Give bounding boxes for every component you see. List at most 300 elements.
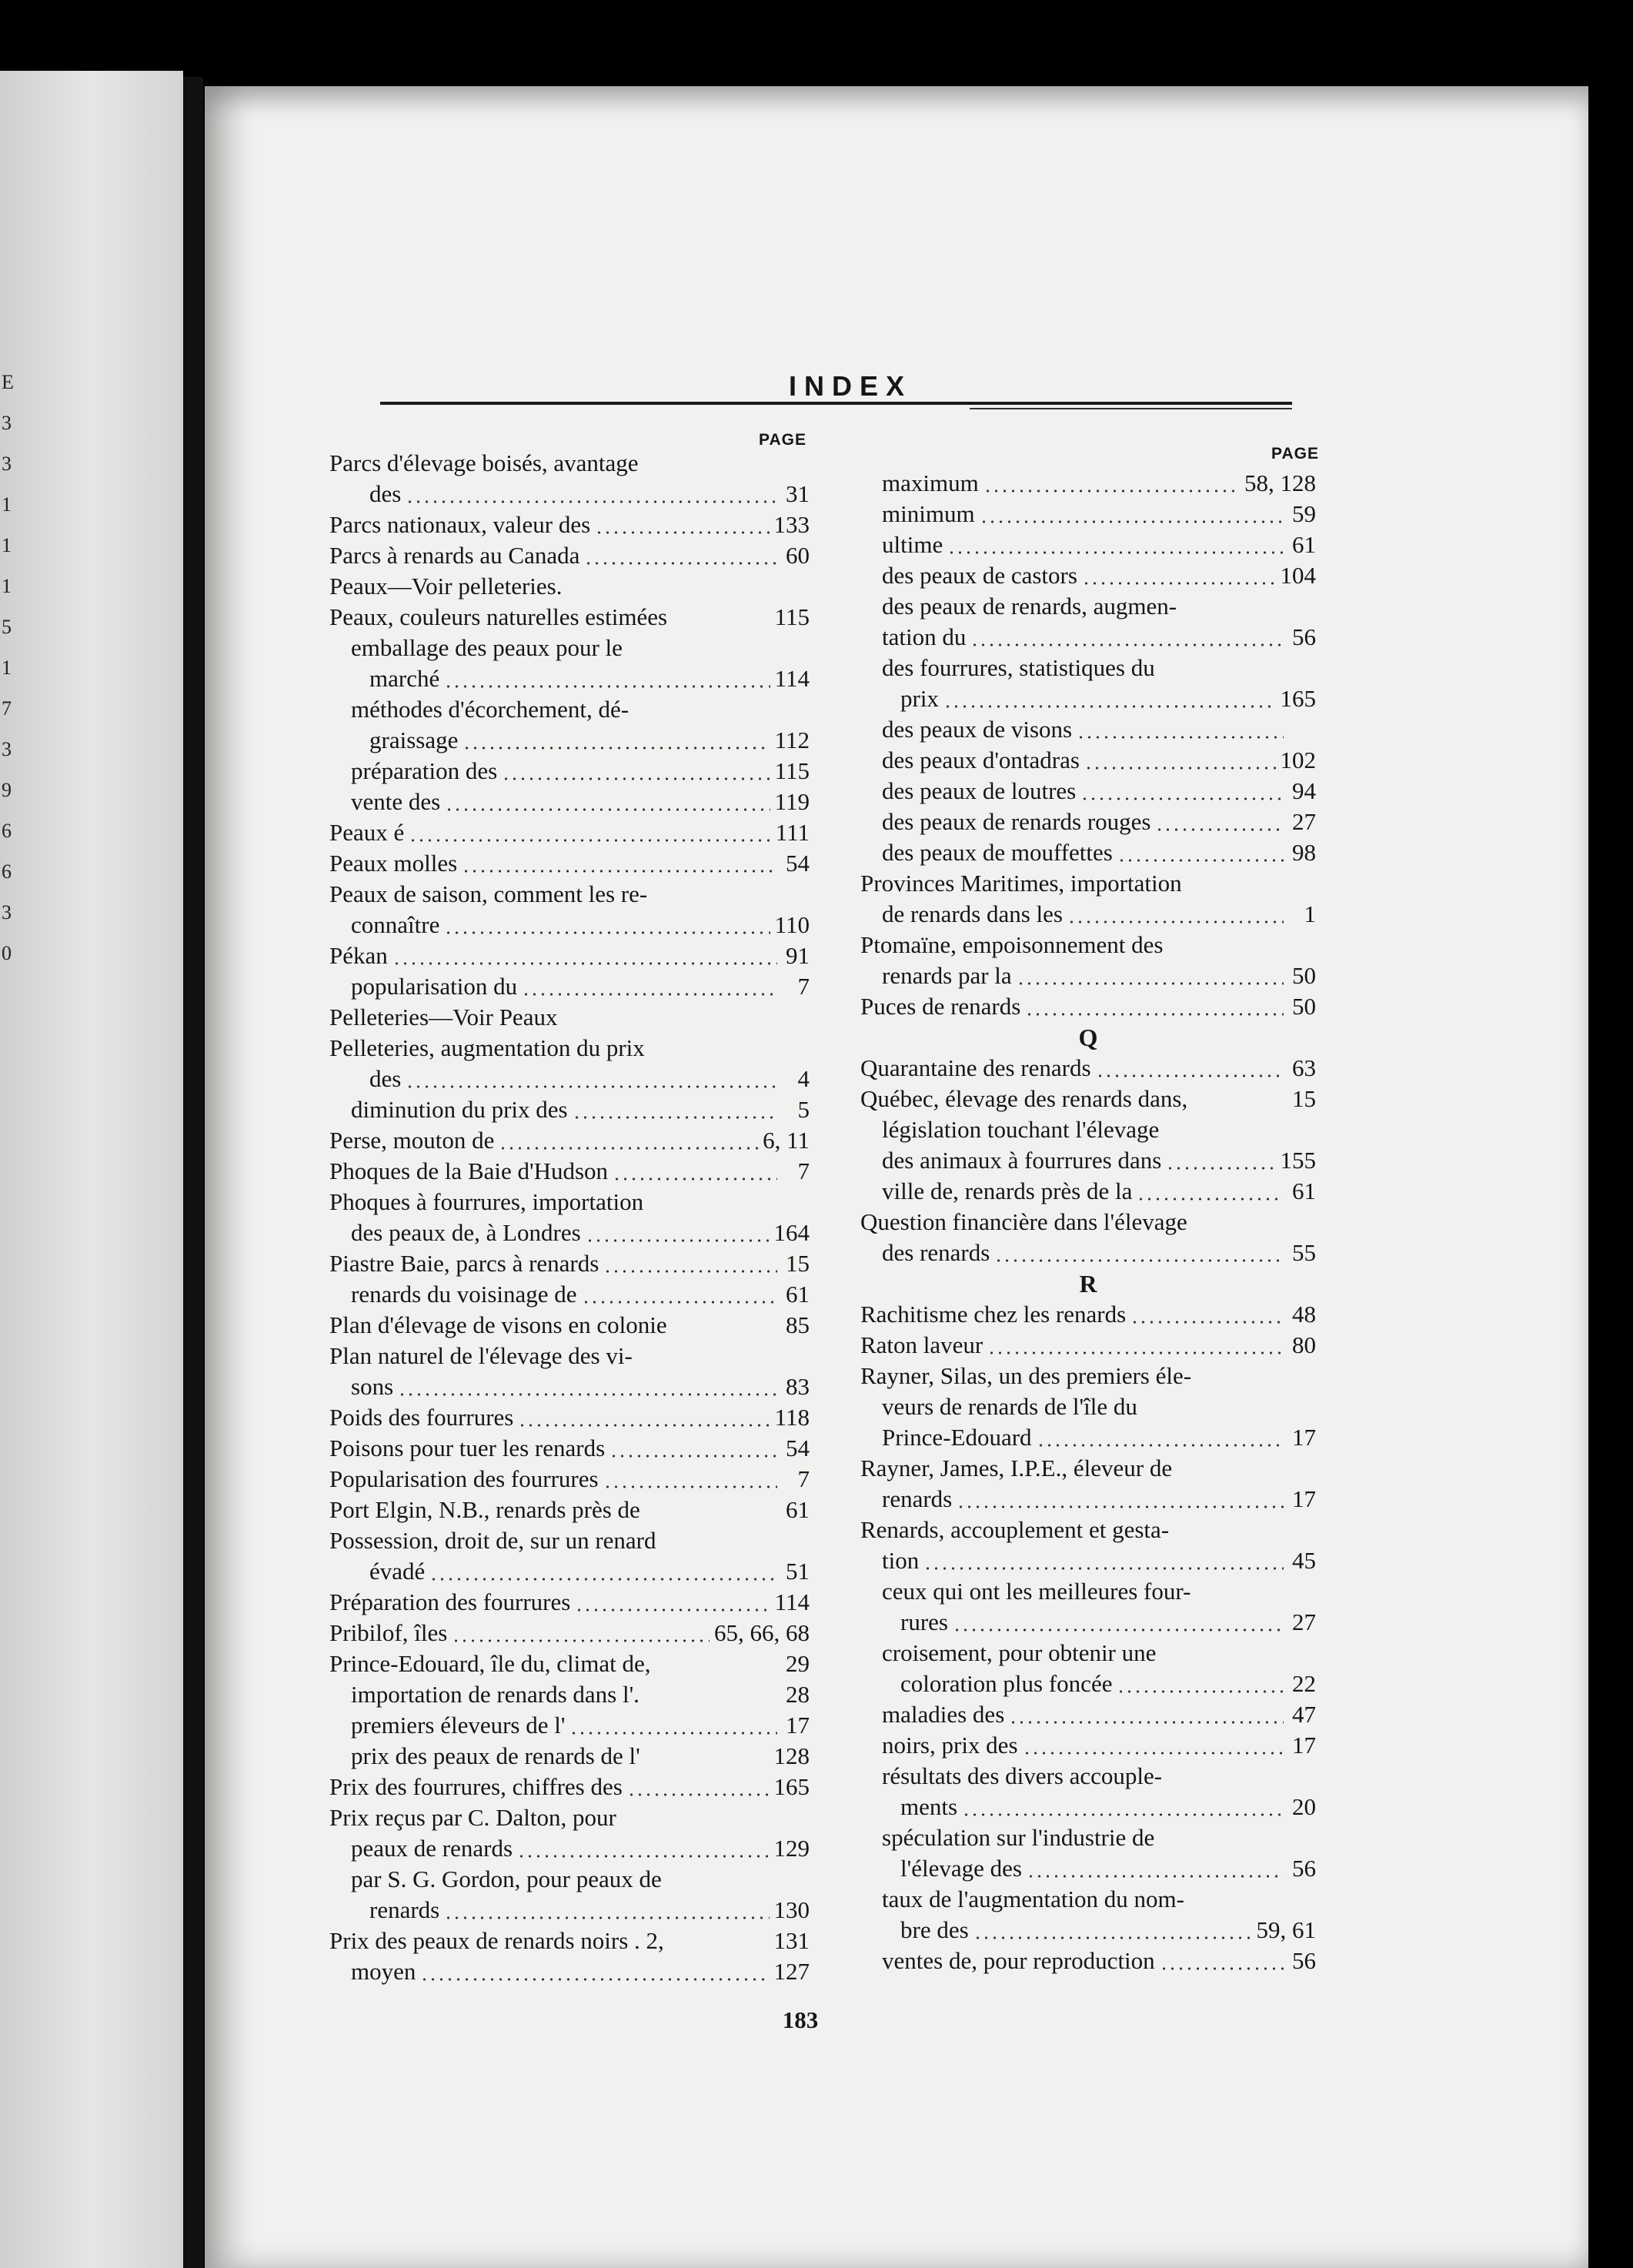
index-entry-text: emballage des peaux pour le [351, 634, 623, 661]
title-rule [380, 402, 1292, 405]
index-page-number: 55 [1292, 1239, 1316, 1266]
index-page-number: 164 [773, 1219, 810, 1246]
index-page-number: 127 [773, 1958, 810, 1985]
index-entry-text: Parcs d'élevage boisés, avantage [329, 449, 639, 476]
index-entry [329, 1525, 810, 1556]
dot-leader [957, 1505, 1284, 1509]
index-entry-text: importation de renards dans l'. [351, 1681, 640, 1708]
index-entry [860, 1761, 1316, 1792]
left-page-margin-mark: 6 [2, 860, 12, 883]
dot-leader [1155, 827, 1284, 832]
dot-leader [1037, 1443, 1284, 1448]
dot-leader [1017, 981, 1284, 986]
index-entry-text: noirs, prix des [882, 1732, 1018, 1759]
index-entry [860, 1853, 1316, 1884]
dot-leader [1117, 858, 1284, 863]
index-page-number: 61 [786, 1281, 810, 1308]
index-entry-text: ments [900, 1793, 958, 1820]
index-entry [329, 633, 810, 663]
index-entry [860, 1607, 1316, 1638]
dot-leader [1187, 889, 1284, 894]
index-entry [329, 1279, 810, 1310]
index-entry-text: Ptomaïne, empoisonnement des [860, 931, 1164, 958]
index-entry-text: graissage [369, 726, 459, 753]
dot-leader [923, 1566, 1284, 1571]
index-entry [329, 756, 810, 787]
dot-leader [1166, 1166, 1275, 1171]
index-entry [860, 1453, 1316, 1484]
left-index-column [329, 448, 810, 1987]
index-entry [860, 837, 1316, 868]
index-page-number: 114 [774, 1588, 810, 1615]
index-page-number: 61 [1292, 531, 1316, 558]
index-entry-text: Perse, mouton de [329, 1127, 495, 1154]
left-page-margin-mark: E [2, 371, 14, 393]
index-entry-text: Provinces Maritimes, importation [860, 870, 1182, 897]
index-entry-text: Plan naturel de l'élevage des vi- [329, 1342, 633, 1369]
index-entry [329, 1402, 810, 1433]
index-entry [860, 1299, 1316, 1330]
dot-leader [643, 469, 777, 473]
right-index-column [860, 468, 1316, 1976]
dot-leader [980, 519, 1284, 524]
index-entry-text: Québec, élevage des renards dans, [860, 1085, 1188, 1112]
index-entry [329, 448, 810, 479]
left-page-margin-mark: 6 [2, 820, 12, 842]
index-entry-text: Rachitisme chez les renards [860, 1301, 1127, 1328]
index-entry-text: Prix reçus par C. Dalton, pour [329, 1804, 616, 1831]
left-page-margin-mark: 1 [2, 575, 12, 597]
index-entry [329, 1341, 810, 1371]
dot-leader [637, 1361, 777, 1366]
dot-leader [1189, 1905, 1284, 1909]
index-entry [329, 940, 810, 971]
dot-leader [463, 746, 770, 750]
index-page-number: 17 [1292, 1485, 1316, 1512]
dot-leader [584, 561, 777, 566]
index-entry-text: minimum [882, 500, 975, 527]
index-page-number: 133 [773, 511, 810, 538]
index-entry [860, 776, 1316, 807]
dot-leader [962, 1812, 1284, 1817]
index-page-number: 155 [1280, 1147, 1316, 1174]
index-entry-text: des peaux de castors [882, 562, 1077, 589]
index-entry-text: vente des [351, 788, 441, 815]
dot-leader [582, 1300, 777, 1304]
dot-leader [398, 1392, 777, 1397]
index-entry-text: Prix des fourrures, chiffres des [329, 1773, 623, 1800]
index-entry [329, 910, 810, 940]
index-entry [860, 930, 1316, 960]
index-entry [860, 745, 1316, 776]
index-entry [860, 807, 1316, 837]
index-entry [329, 1094, 810, 1125]
dot-leader [1084, 766, 1276, 770]
index-entry-text: Quarantaine des renards [860, 1054, 1091, 1081]
index-page-number: 54 [786, 1435, 810, 1461]
index-entry-text: spéculation sur l'industrie de [882, 1824, 1155, 1851]
dot-leader [621, 1823, 777, 1828]
dot-leader [562, 1023, 777, 1027]
index-entry-text: renards par la [882, 962, 1012, 989]
dot-leader [1195, 1597, 1284, 1602]
index-entry [860, 1330, 1316, 1361]
index-entry [329, 540, 810, 571]
dot-leader [1025, 1012, 1284, 1017]
index-entry-text: des peaux de mouffettes [882, 839, 1113, 866]
index-page-number: 28 [786, 1681, 810, 1708]
dot-leader [1009, 1720, 1284, 1725]
dot-leader [1160, 1658, 1284, 1663]
index-page-number: 31 [786, 480, 810, 507]
dot-leader [518, 1423, 770, 1428]
index-page-number: 51 [786, 1558, 810, 1585]
dot-leader [420, 1977, 769, 1982]
dot-leader [1067, 920, 1284, 924]
index-page-number: 129 [773, 1835, 810, 1862]
dot-leader [1181, 612, 1284, 616]
dot-leader [1160, 1966, 1284, 1971]
index-entry [329, 1033, 810, 1064]
index-entry-text: connaître [351, 911, 440, 938]
index-entry-text: des [369, 1065, 402, 1092]
index-entry-text: moyen [351, 1958, 416, 1985]
left-page-margin-mark: 0 [2, 942, 12, 964]
dot-leader [445, 807, 770, 812]
index-entry [860, 560, 1316, 591]
index-entry [860, 1730, 1316, 1761]
index-entry-text: premiers éleveurs de l' [351, 1712, 566, 1739]
index-entry-text: popularisation du [351, 973, 518, 1000]
index-page-number: 115 [774, 757, 810, 784]
index-entry [329, 1310, 810, 1341]
index-entry [329, 1495, 810, 1525]
index-entry [860, 991, 1316, 1022]
index-entry-text: maladies des [882, 1701, 1005, 1728]
index-entry [329, 1772, 810, 1802]
index-entry-text: Peaux de saison, comment les re- [329, 880, 648, 907]
index-entry [860, 1576, 1316, 1607]
index-entry-text: sons [351, 1373, 394, 1400]
index-entry [860, 899, 1316, 930]
dot-leader [1192, 1104, 1284, 1109]
index-page-number: 15 [1292, 1085, 1316, 1112]
index-entry [329, 694, 810, 725]
index-page-number: 61 [1292, 1177, 1316, 1204]
index-entry-text: diminution du prix des [351, 1096, 568, 1123]
index-entry [329, 787, 810, 817]
index-entry-text: taux de l'augmentation du nom- [882, 1886, 1184, 1912]
right-column-page-label: PAGE [1271, 445, 1319, 463]
index-page-number: 131 [773, 1927, 810, 1954]
dot-leader [1096, 1074, 1284, 1078]
dot-leader [444, 930, 770, 935]
index-page-number: 17 [1292, 1424, 1316, 1451]
dot-leader [970, 643, 1284, 647]
left-page-margin-mark: 7 [2, 697, 12, 720]
index-entry [329, 725, 810, 756]
index-entry [860, 714, 1316, 745]
index-entry-text: des peaux de renards, augmen- [882, 593, 1177, 620]
dot-leader [656, 1669, 777, 1674]
dot-leader [1142, 1412, 1284, 1417]
index-page-number: 50 [1292, 962, 1316, 989]
index-entry-text: préparation des [351, 757, 498, 784]
dot-leader [1080, 797, 1284, 801]
index-entry-text: des fourrures, statistiques du [882, 654, 1155, 681]
index-entry-text: croisement, pour obtenir une [882, 1639, 1157, 1666]
index-page-number: 5 [797, 1096, 810, 1123]
index-page-number: 27 [1292, 1608, 1316, 1635]
dot-leader [644, 1700, 777, 1705]
index-page-number: 98 [1292, 839, 1316, 866]
index-entry-text: des peaux de, à Londres [351, 1219, 581, 1246]
index-page-number: 115 [774, 603, 810, 630]
left-page-margin-mark: 1 [2, 656, 12, 679]
index-entry [860, 1638, 1316, 1668]
index-entry-text: prix [900, 685, 939, 712]
index-entry-text: rures [900, 1608, 948, 1635]
index-entry [329, 1218, 810, 1248]
index-page-number: 110 [774, 911, 810, 938]
index-entry-text: Port Elgin, N.B., renards près de [329, 1496, 640, 1523]
dot-leader [648, 1207, 777, 1212]
index-entry [860, 591, 1316, 622]
index-entry [329, 571, 810, 602]
dot-leader [586, 1238, 770, 1243]
index-entry [329, 509, 810, 540]
dot-leader [947, 550, 1284, 555]
index-page-number: 102 [1280, 747, 1316, 773]
dot-leader [1130, 1320, 1284, 1324]
dot-leader [406, 499, 777, 504]
index-entry-text: Phoques de la Baie d'Hudson [329, 1157, 609, 1184]
index-page-number: 94 [1292, 777, 1316, 804]
index-page-number: 15 [786, 1250, 810, 1277]
index-entry-text: renards du voisinage de [351, 1281, 577, 1308]
dot-leader [627, 653, 777, 658]
dot-leader [652, 900, 777, 904]
index-entry [329, 1802, 810, 1833]
index-entry [329, 1618, 810, 1648]
index-entry [329, 1248, 810, 1279]
index-entry [329, 1741, 810, 1772]
index-page-number: 56 [1292, 1855, 1316, 1882]
title-rule-thin [970, 408, 1292, 409]
index-page-number: 58, 128 [1244, 469, 1316, 496]
index-entry-text: peaux de renards [351, 1835, 513, 1862]
index-entry [329, 663, 810, 694]
index-page-number: 119 [774, 788, 810, 815]
index-entry [860, 1699, 1316, 1730]
dot-leader [595, 530, 769, 535]
index-entry [329, 1679, 810, 1710]
index-entry [329, 1864, 810, 1895]
dot-leader [609, 1454, 777, 1458]
adjacent-left-page [0, 71, 183, 2268]
dot-leader [1027, 1874, 1284, 1879]
index-page-number: 20 [1292, 1793, 1316, 1820]
dot-leader [575, 1608, 770, 1612]
index-entry-text: ultime [882, 531, 943, 558]
index-entry-text: Puces de renards [860, 993, 1021, 1020]
index-entry-text: par S. G. Gordon, pour peaux de [351, 1866, 662, 1892]
index-entry-text: ventes de, pour reproduction [882, 1947, 1155, 1974]
index-entry [860, 1176, 1316, 1207]
index-page-number: 45 [1292, 1547, 1316, 1574]
index-entry-text: Renards, accouplement et gesta- [860, 1516, 1170, 1543]
index-entry [329, 1895, 810, 1926]
index-page-number: 128 [773, 1742, 810, 1769]
dot-leader [1082, 581, 1276, 586]
index-entry-text: des peaux de renards rouges [882, 808, 1151, 835]
index-entry-text: Plan d'élevage de visons en colonie [329, 1311, 667, 1338]
index-entry-text: coloration plus foncée [900, 1670, 1113, 1697]
dot-leader [953, 1628, 1284, 1632]
index-entry-text: Pelleteries, augmentation du prix [329, 1034, 645, 1061]
index-entry-text: législation touchant l'élevage [882, 1116, 1160, 1143]
index-entry-text: tation du [882, 623, 967, 650]
index-page-number: 59 [1292, 500, 1316, 527]
dot-leader [645, 1515, 777, 1520]
index-entry [860, 1915, 1316, 1946]
index-entry-text: renards [882, 1485, 953, 1512]
index-entry [329, 1956, 810, 1987]
index-page-number: 48 [1292, 1301, 1316, 1328]
index-entry-text: bre des [900, 1916, 969, 1943]
dot-leader [1160, 673, 1284, 678]
index-page-number: 85 [786, 1311, 810, 1338]
index-entry [329, 817, 810, 848]
index-entry [329, 848, 810, 879]
dot-leader [1196, 1381, 1284, 1386]
dot-leader [645, 1762, 770, 1766]
index-entry [860, 1822, 1316, 1853]
dot-leader [603, 1485, 777, 1489]
index-page-number: 56 [1292, 1947, 1316, 1974]
index-entry-text: Poisons pour tuer les renards [329, 1435, 606, 1461]
index-entry-text: Rayner, James, I.P.E., éleveur de [860, 1455, 1173, 1481]
index-entry [329, 1187, 810, 1218]
dot-leader [406, 1084, 777, 1089]
index-entry [860, 1422, 1316, 1453]
index-page-number: 6, 11 [763, 1127, 810, 1154]
dot-leader [1174, 1535, 1284, 1540]
index-entry-text: Préparation des fourrures [329, 1588, 571, 1615]
index-entry [860, 1361, 1316, 1391]
dot-leader [409, 838, 771, 843]
dot-leader [1023, 1751, 1284, 1755]
index-entry [860, 1515, 1316, 1545]
dot-leader [444, 684, 770, 689]
index-entry [860, 960, 1316, 991]
index-page-number: 50 [1292, 993, 1316, 1020]
index-entry-text: Piastre Baie, parcs à renards [329, 1250, 599, 1277]
index-page-number: 4 [797, 1065, 810, 1092]
index-section-letter: R [1079, 1270, 1097, 1298]
dot-leader [1167, 1782, 1284, 1786]
dot-leader [1137, 1197, 1284, 1201]
left-column-page-label: PAGE [759, 431, 806, 449]
index-entry-text: Possession, droit de, sur un renard [329, 1527, 656, 1554]
index-entry-text: Peaux é [329, 819, 405, 846]
index-entry [329, 971, 810, 1002]
index-page-number: 17 [1292, 1732, 1316, 1759]
dot-leader [1077, 735, 1284, 740]
left-page-margin-mark: 3 [2, 453, 12, 475]
index-entry-text: renards [369, 1896, 440, 1923]
index-entry [329, 1464, 810, 1495]
dot-leader [650, 1054, 777, 1058]
index-page-number: 61 [786, 1496, 810, 1523]
index-entry-text: Parcs nationaux, valeur des [329, 511, 591, 538]
index-page-number: 63 [1292, 1054, 1316, 1081]
index-entry-text: Peaux molles [329, 850, 458, 877]
index-entry [860, 1884, 1316, 1915]
index-entry [329, 1648, 810, 1679]
index-entry-text: ceux qui ont les meilleures four- [882, 1578, 1191, 1605]
left-page-margin-mark: 3 [2, 738, 12, 760]
index-page-number: 130 [773, 1896, 810, 1923]
index-entry [860, 468, 1316, 499]
index-entry-text: Parcs à renards au Canada [329, 542, 580, 569]
left-page-margin-mark: 3 [2, 901, 12, 924]
dot-leader [499, 1146, 758, 1151]
index-entry-text: des peaux de loutres [882, 777, 1077, 804]
dot-leader [452, 1638, 710, 1643]
dot-leader [444, 1916, 769, 1920]
index-entry-text: Pelleteries—Voir Peaux [329, 1004, 558, 1030]
dot-leader [573, 1115, 777, 1120]
index-page-number: 80 [1292, 1331, 1316, 1358]
index-entry-text: Peaux—Voir pelleteries. [329, 573, 563, 600]
index-entry [860, 499, 1316, 529]
dot-leader [502, 777, 770, 781]
index-entry-text: Question financière dans l'élevage [860, 1208, 1187, 1235]
dot-leader [987, 1351, 1284, 1355]
dot-leader [517, 1854, 769, 1859]
index-entry-text: Raton laveur [860, 1331, 983, 1358]
index-entry-text: des [369, 480, 402, 507]
index-page-number: 22 [1292, 1670, 1316, 1697]
dot-leader [943, 704, 1276, 709]
index-entry-text: évadé [369, 1558, 426, 1585]
left-page-margin-mark: 9 [2, 779, 12, 801]
index-page-number: 104 [1280, 562, 1316, 589]
index-page-number: 7 [797, 973, 810, 1000]
index-entry [860, 1792, 1316, 1822]
index-page-number: 1 [1304, 900, 1316, 927]
index-entry-text: ville de, renards près de la [882, 1177, 1133, 1204]
index-entry [329, 879, 810, 910]
left-page-margin-mark: 3 [2, 412, 12, 434]
dot-leader [603, 1269, 777, 1274]
dot-leader [627, 1792, 770, 1797]
index-entry-text: des animaux à fourrures dans [882, 1147, 1162, 1174]
index-page-number: 165 [1280, 685, 1316, 712]
dot-leader [462, 869, 777, 873]
page-number: 183 [782, 2006, 819, 2033]
index-entry-text: Poids des fourrures [329, 1404, 514, 1431]
index-page-number: 7 [797, 1465, 810, 1492]
index-entry [860, 1484, 1316, 1515]
index-page-number: 111 [775, 819, 810, 846]
page-title: INDEX [788, 370, 913, 402]
index-page-number: 27 [1292, 808, 1316, 835]
book-gutter [183, 77, 203, 2268]
dot-leader [429, 1577, 777, 1582]
dot-leader [666, 1885, 777, 1889]
